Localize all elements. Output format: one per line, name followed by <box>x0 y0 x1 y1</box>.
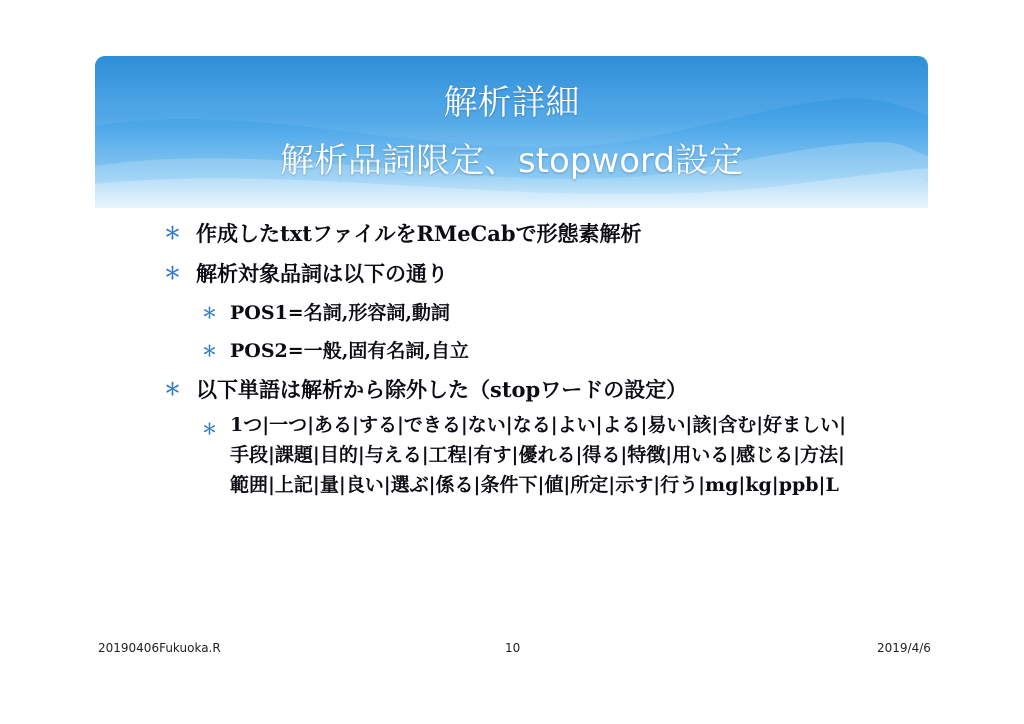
bullet-text: 以下単語は解析から除外した（stopワードの設定） <box>196 377 688 402</box>
bullet-text: POS2=一般,固有名詞,自立 <box>230 340 469 362</box>
bullet-text: POS1=名詞,形容詞,動詞 <box>230 302 450 324</box>
sub-bullet-item <box>160 294 880 332</box>
sub-bullet-item <box>160 332 880 370</box>
bullet-asterisk-icon: ＊ <box>164 264 181 284</box>
title-banner <box>95 56 928 208</box>
bullet-text: 作成したtxtファイルをRMeCabで形態素解析 <box>196 221 642 246</box>
bullet-item <box>160 370 880 410</box>
sub-bullet-item <box>160 410 880 500</box>
bullet-asterisk-icon: ＊ <box>164 224 181 244</box>
footer-date: 2019/4/6 <box>877 641 931 655</box>
bullet-asterisk-icon: ＊ <box>164 380 181 400</box>
bullet-text: 解析対象品詞は以下の通り <box>196 261 448 286</box>
bullet-item <box>160 214 880 254</box>
bullet-asterisk-icon: ＊ <box>202 420 218 438</box>
bullet-asterisk-icon: ＊ <box>202 304 218 322</box>
slide-title <box>95 74 928 190</box>
title-line-1: 解析詳細 <box>443 83 580 123</box>
bullet-item <box>160 254 880 294</box>
bullet-asterisk-icon: ＊ <box>202 342 218 360</box>
footer-left: 20190406Fukuoka.R <box>98 641 221 655</box>
title-line-2: 解析品詞限定、stopword設定 <box>279 141 743 181</box>
bullet-list <box>160 214 880 500</box>
page-number: 10 <box>505 641 521 655</box>
stopword-list-text: 1つ|一つ|ある|する|できる|ない|なる|よい|よる|易い|該|含む|好ましい|手段|課題|目的|与える|工程|有す|優れる|得る|特徴|用いる|感じる|方法|範囲|上記|量|良い|選ぶ|係る|条件下|値|所定|示す|行う|mg|kg|ppb|L <box>230 414 847 496</box>
